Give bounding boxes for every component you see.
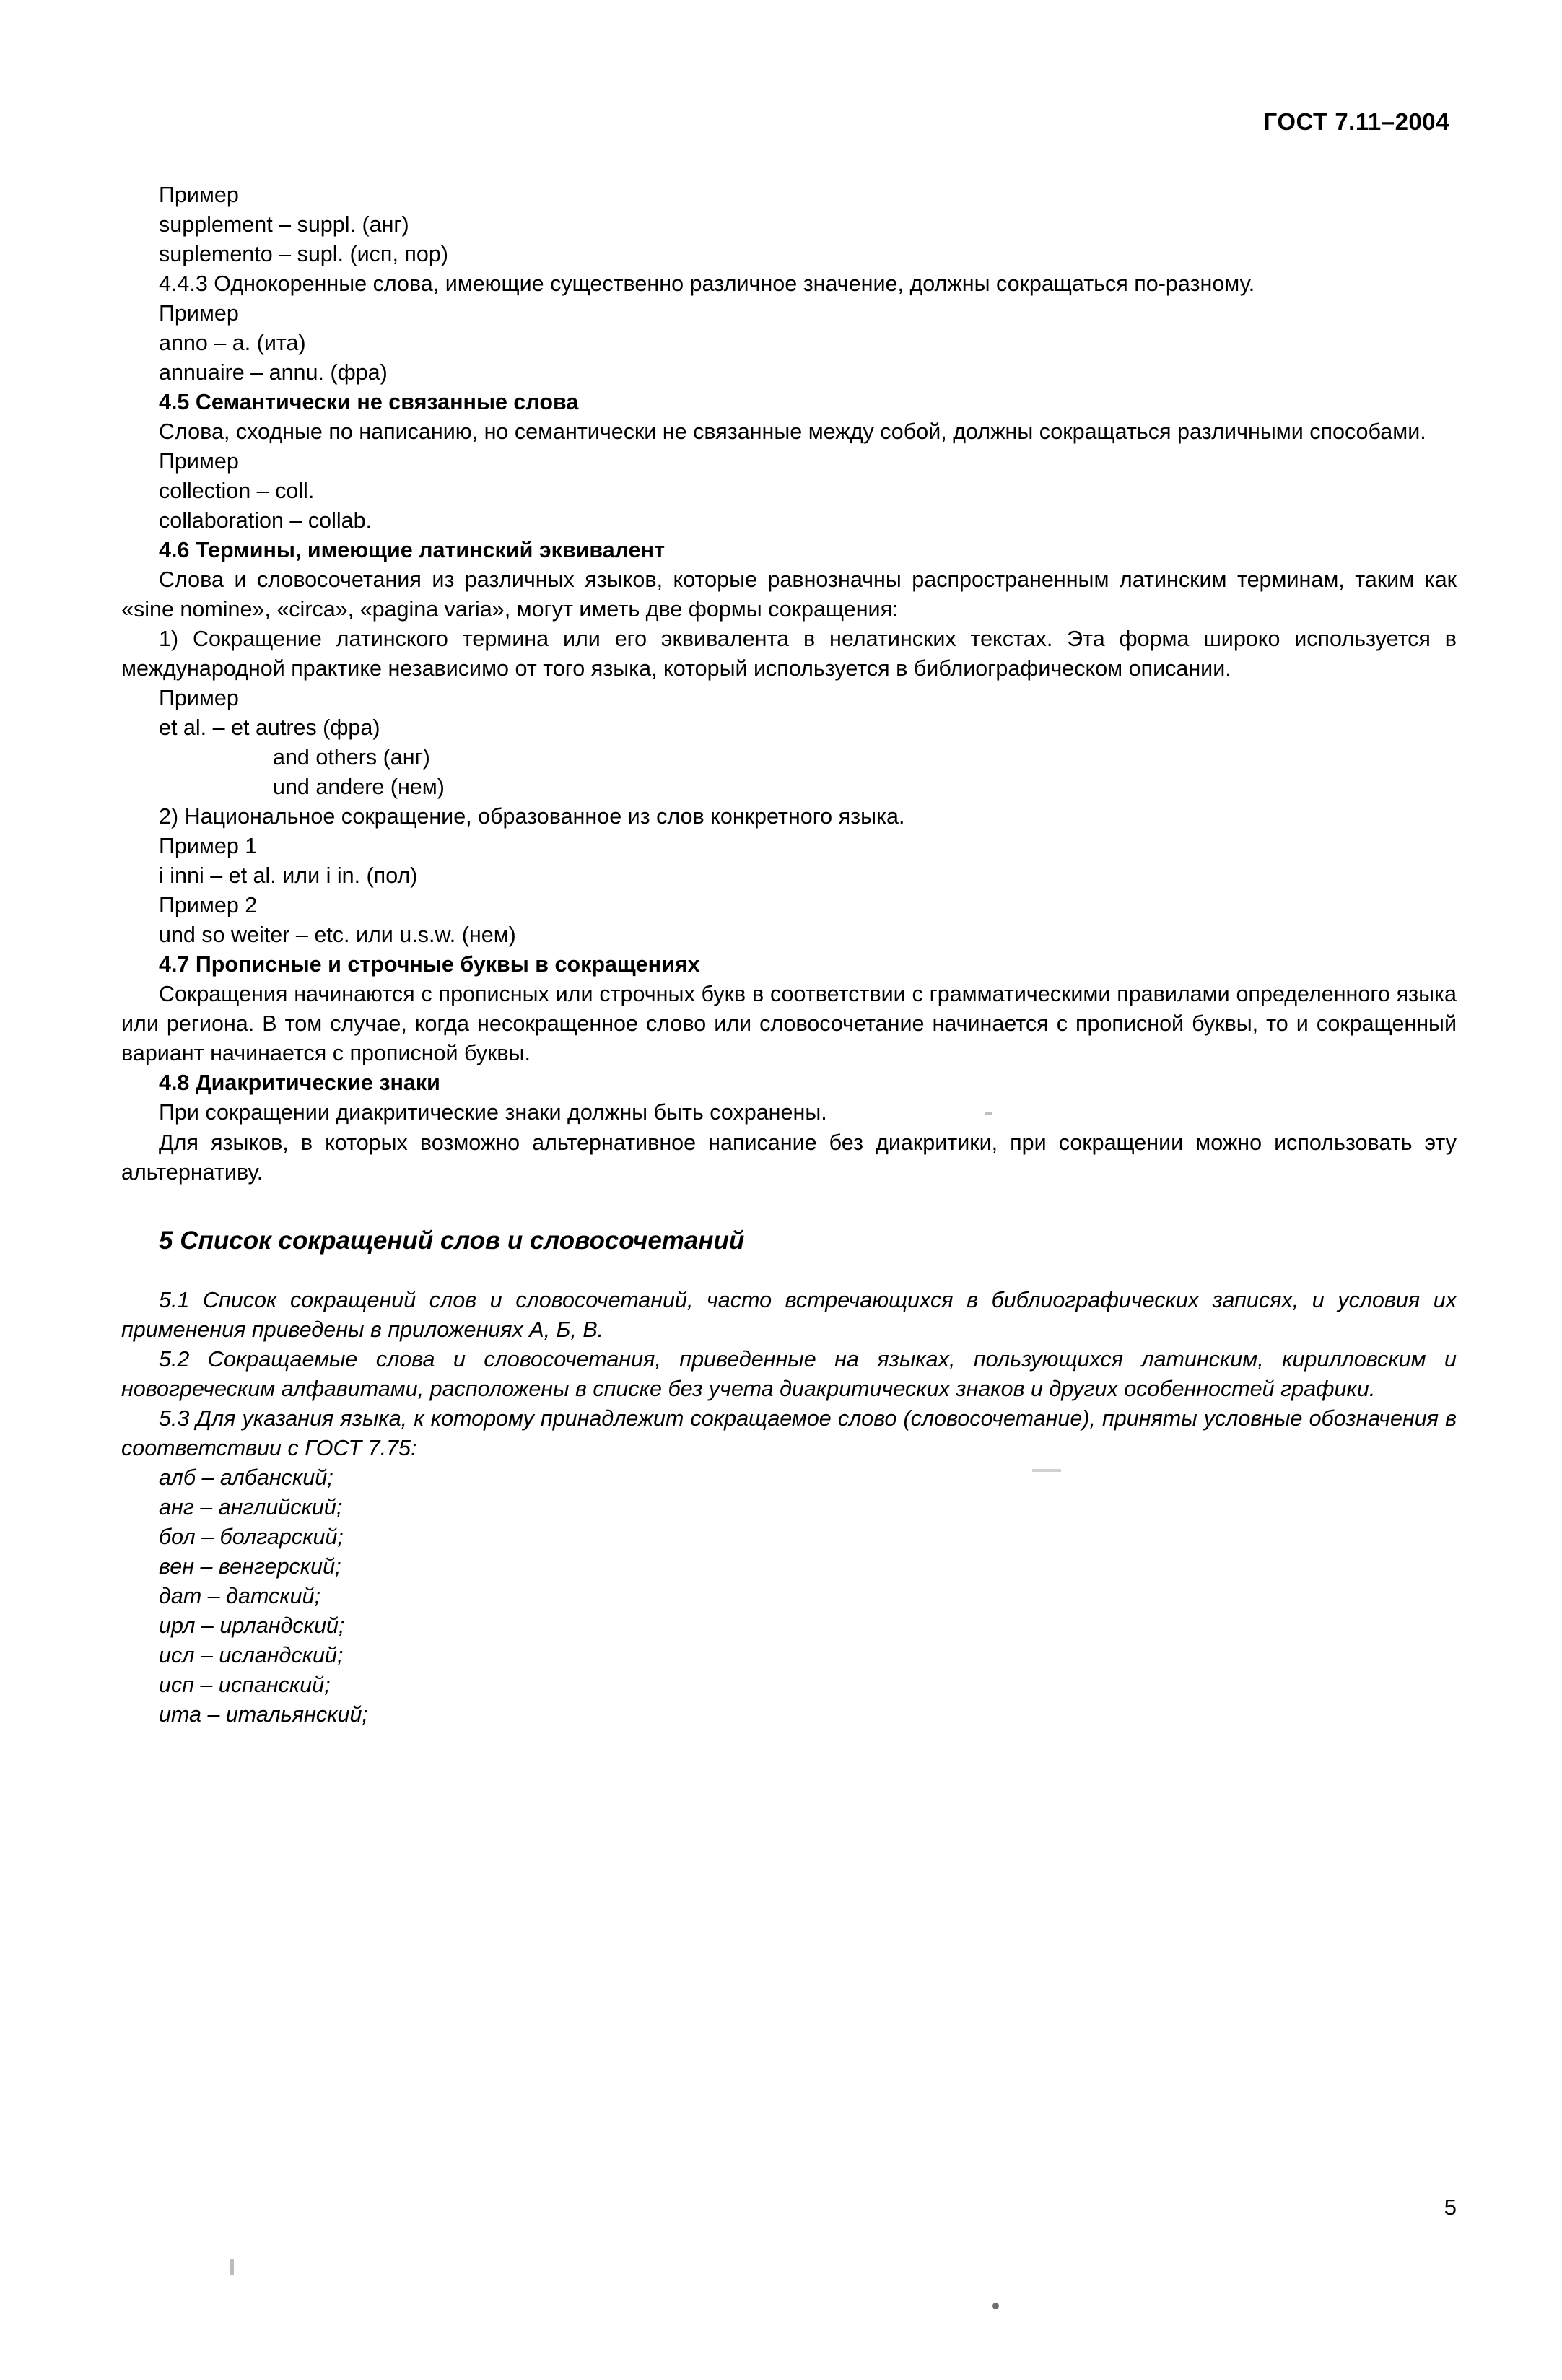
body-paragraph: 5.2 Сокращаемые слова и словосочетания, приведенные на языках, пользующихся латинским, кирилловским и новогреческим алфавитами, расположены в списке без учета диакритических знаков и других особенностей графики. — [121, 1346, 1457, 1401]
example-line: collaboration – collab. — [159, 508, 372, 533]
body-paragraph: 2) Национальное сокращение, образованное из слов конкретного языка. — [159, 804, 905, 829]
example-line: anno – a. (ита) — [159, 331, 306, 356]
subsection-heading: 4.6 Термины, имеющие латинский эквивалент — [159, 538, 666, 563]
section-title: 5 Список сокращений слов и словосочетаний — [159, 1226, 745, 1255]
body-paragraph: 4.4.3 Однокоренные слова, имеющие существенно различное значение, должны сокращаться по-разному. — [159, 271, 1255, 297]
example-line: suplemento – supl. (исп, пор) — [159, 242, 448, 267]
page-number: 5 — [1444, 2194, 1457, 2220]
language-code-item: ита – итальянский; — [159, 1701, 368, 1727]
language-code-item: исл – исландский; — [159, 1642, 344, 1668]
example-label: Пример 1 — [159, 834, 258, 859]
scan-artifact-icon — [992, 2303, 999, 2309]
example-label: Пример — [159, 686, 239, 711]
scan-artifact-icon — [1032, 1469, 1061, 1472]
example-line: et al. – et autres (фра) — [159, 715, 380, 741]
body-paragraph: 5.1 Список сокращений слов и словосочетаний, часто встречающихся в библиографических записях, и условия их применения приведены в приложениях А, Б, В. — [121, 1287, 1457, 1342]
scan-artifact-icon — [985, 1112, 992, 1115]
body-paragraph: Слова, сходные по написанию, но семантически не связанные между собой, должны сокращаться различными способами. — [159, 419, 1426, 445]
subsection-heading: 4.5 Семантически не связанные слова — [159, 390, 579, 415]
language-code-item: алб – албанский; — [159, 1465, 333, 1490]
example-label: Пример — [159, 183, 239, 207]
language-code-item: вен – венгерский; — [159, 1553, 341, 1579]
example-label: Пример 2 — [159, 893, 258, 918]
body-paragraph: 1) Сокращение латинского термина или его эквивалента в нелатинских текстах. Эта форма широко используется в международной практике независимо от того языка, который используется в библиографическом описании. — [121, 627, 1457, 681]
example-label: Пример — [159, 301, 239, 326]
language-code-item: бол – болгарский; — [159, 1524, 344, 1549]
body-paragraph: Слова и словосочетания из различных языков, которые равнозначны распространенным латинским терминам, таким как «sine nomine», «circa», «pagina varia», могут иметь две формы сокращения: — [121, 567, 1457, 622]
body-paragraph: Для языков, в которых возможно альтернативное написание без диакритики, при сокращении можно использовать эту альтернативу. — [121, 1130, 1457, 1185]
page-header-standard-id: ГОСТ 7.11–2004 — [1263, 108, 1449, 135]
example-line: und andere (нем) — [273, 775, 445, 800]
document-body — [121, 180, 1457, 1730]
body-paragraph: Сокращения начинаются с прописных или строчных букв в соответствии с грамматическими правилами определенного языка или региона. В том случае, когда несокращенное слово или словосочетание начинается с прописной буквы, то и сокращенный вариант начинается с прописной буквы. — [121, 982, 1457, 1066]
example-line: collection – coll. — [159, 479, 315, 504]
example-line: und so weiter – etc. или u.s.w. (нем) — [159, 923, 516, 948]
example-line: i inni – et al. или i in. (пол) — [159, 863, 418, 889]
example-line: annuaire – annu. (фра) — [159, 360, 388, 385]
body-paragraph: 5.3 Для указания языка, к которому принадлежит сокращаемое слово (словосочетание), приняты условные обозначения в соответствии с ГОСТ 7.75: — [121, 1405, 1457, 1460]
subsection-heading: 4.8 Диакритические знаки — [159, 1071, 440, 1096]
example-line: and others (анг) — [273, 745, 430, 770]
scan-artifact-icon — [230, 2259, 234, 2275]
language-code-item: исп – испанский; — [159, 1672, 331, 1697]
subsection-heading: 4.7 Прописные и строчные буквы в сокращениях — [159, 952, 700, 977]
example-line: supplement – suppl. (анг) — [159, 212, 409, 237]
page-content — [121, 108, 1457, 1730]
example-label: Пример — [159, 449, 239, 474]
body-paragraph: При сокращении диакритические знаки должны быть сохранены. — [159, 1100, 827, 1125]
language-code-item: ирл – ирландский; — [159, 1613, 345, 1638]
language-code-item: дат – датский; — [159, 1583, 321, 1608]
language-code-item: анг – английский; — [159, 1494, 343, 1520]
